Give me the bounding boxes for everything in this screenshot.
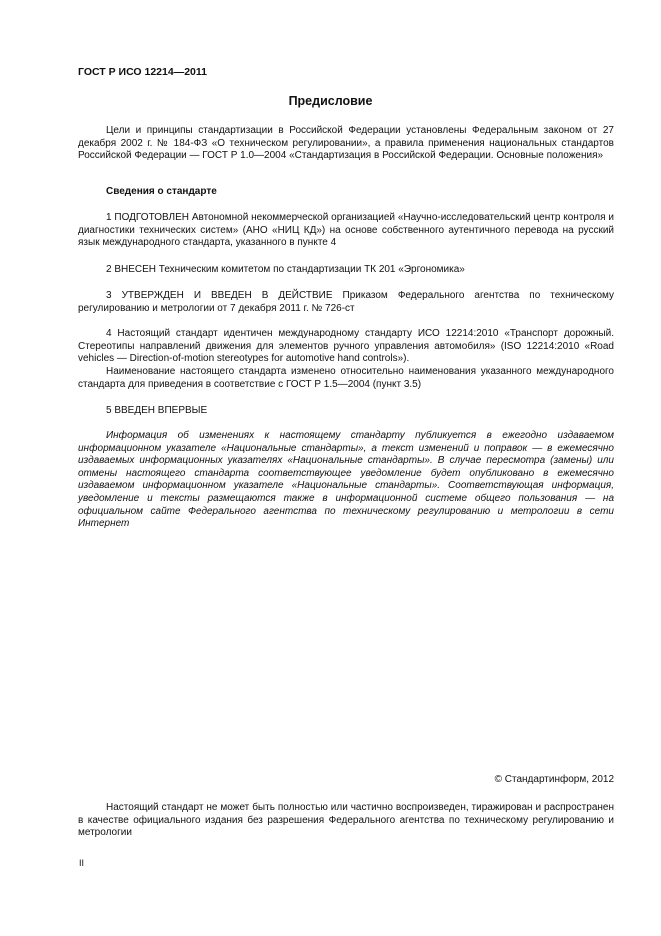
item-1-prepared: 1 ПОДГОТОВЛЕН Автономной некоммерческой организацией «Научно-исследовательский центр контроля и диагностики технических систем» (АНО «НИЦ КД») на основе собственного аутентичного перевода на русский язык международного стандарта, указанного в пункте 4 [78, 212, 614, 249]
document-code: ГОСТ Р ИСО 12214—2011 [78, 66, 207, 78]
item-2-submitted: 2 ВНЕСЕН Техническим комитетом по стандартизации ТК 201 «Эргономика» [106, 264, 465, 275]
page-title: Предисловие [288, 94, 373, 108]
item-4-identical: 4 Настоящий стандарт идентичен международному стандарту ИСО 12214:2010 «Транспорт дорожный. Стереотипы направлений движения для элементов ручного управления автомобиля» (ISO 12214:2010 «Road vehicles — Direction-of-motion stereotypes for automotive hand controls»). [78, 328, 614, 365]
notice-paragraph: Информация об изменениях к настоящему стандарту публикуется в ежегодно издаваемом информационном указателе «Национальные стандарты», а текст изменений и поправок — в ежемесячно издаваемых информационных указателях «Национальные стандарты». В случае пересмотра (замены) или отмены настоящего стандарта соответствующее уведомление будет опубликовано в ежемесячно издаваемом информационном указателе «Национальные стандарты». Соответствующая информация, уведомление и тексты размещаются также в информационной системе общего пользования — на официальном сайте Федерального агентства по техническому регулированию и метрологии в сети Интернет [78, 430, 614, 530]
copyright: © Стандартинформ, 2012 [494, 774, 614, 785]
page-number: II [79, 858, 85, 868]
item-4-name-note: Наименование настоящего стандарта изменено относительно наименования указанного международного стандарта для приведения в соответствие с ГОСТ Р 1.5—2004 (пункт 3.5) [78, 366, 614, 390]
item-5-introduced: 5 ВВЕДЕН ВПЕРВЫЕ [106, 405, 208, 416]
section-heading: Сведения о стандарте [106, 186, 217, 197]
intro-paragraph: Цели и принципы стандартизации в Российской Федерации установлены Федеральным законом от 27 декабря 2002 г. № 184-ФЗ «О техническом регулировании», а правила применения национальных стандартов Российской Федерации — ГОСТ Р 1.0—2004 «Стандартизация в Российской Федерации. Основные положения» [78, 125, 614, 162]
item-3-approved: 3 УТВЕРЖДЕН И ВВЕДЕН В ДЕЙСТВИЕ Приказом Федерального агентства по техническому регулированию и метрологии от 7 декабря 2011 г. № 726-ст [78, 290, 614, 314]
reproduction-note: Настоящий стандарт не может быть полностью или частично воспроизведен, тиражирован и распространен в качестве официального издания без разрешения Федерального агентства по техническому регулированию и метрологии [78, 802, 614, 839]
